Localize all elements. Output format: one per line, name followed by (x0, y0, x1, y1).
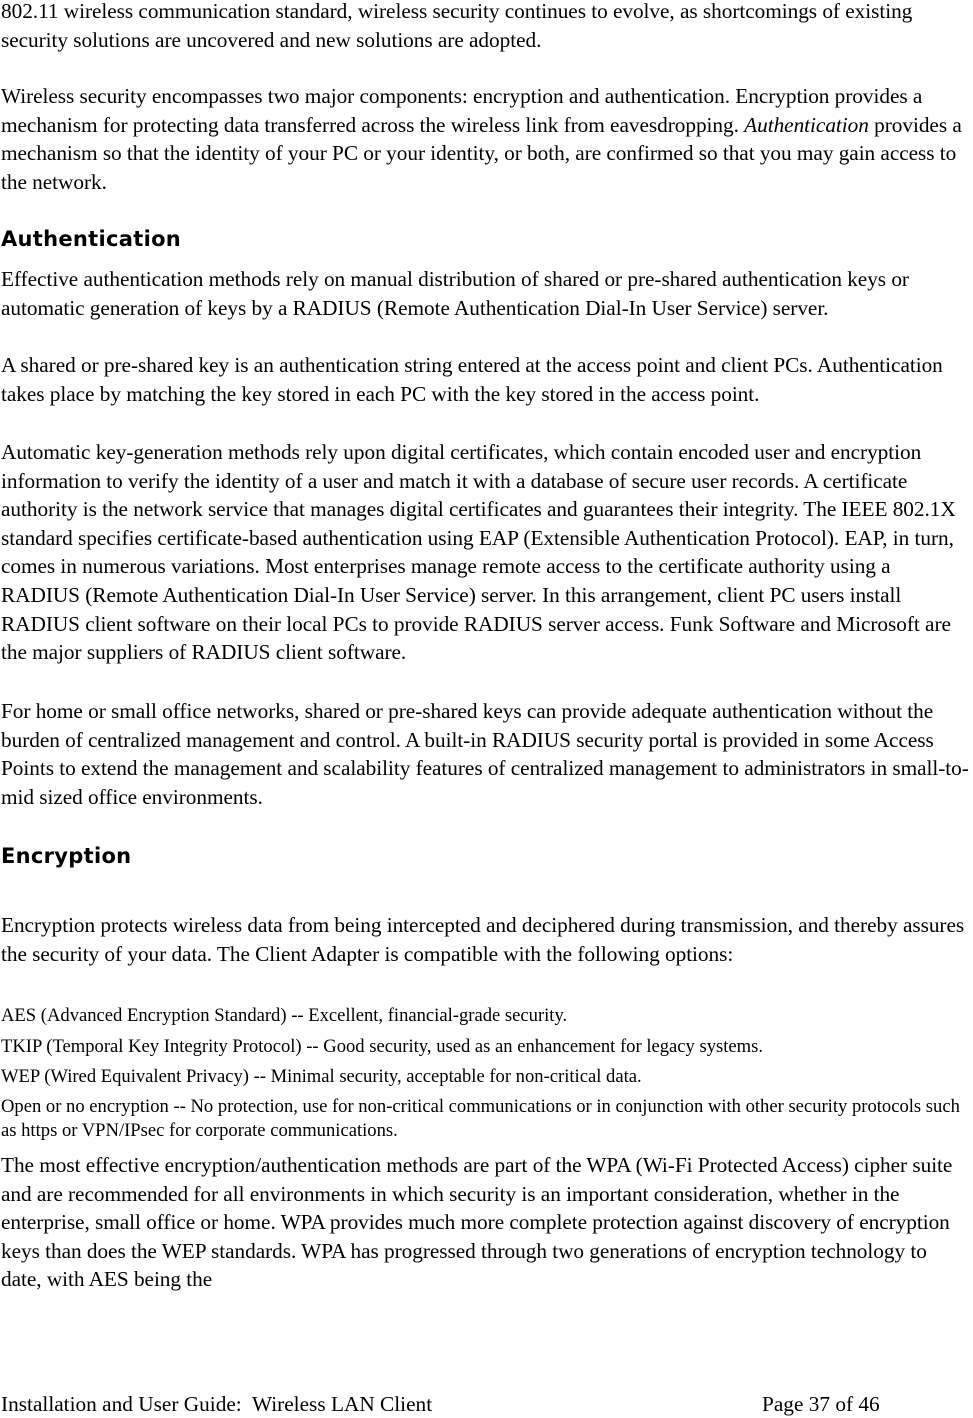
authentication-paragraph-2: A shared or pre-shared key is an authentication string entered at the access point and client PCs. Authentication takes place by matching the key stored in each PC with the key stored in the access point. (1, 353, 943, 406)
encryption-option-aes: AES (Advanced Encryption Standard) -- Excellent, financial-grade security. (1, 1005, 568, 1026)
authentication-paragraph-4: For home or small office networks, shared or pre-shared keys can provide adequate authentication without the burden of centralized management and control. A built-in RADIUS security portal is provided in some Access Points to extend the management and scalability features of centralized management to administrators in small-to-mid sized office environments. (1, 699, 969, 809)
intro-paragraph-1: 802.11 wireless communication standard, wireless security continues to evolve, as shortcomings of existing security solutions are uncovered and new solutions are adopted. (1, 0, 913, 52)
encryption-heading: Encryption (1, 844, 132, 868)
encryption-option-tkip: TKIP (Temporal Key Integrity Protocol) -- Good security, used as an enhancement for legacy systems. (1, 1036, 764, 1057)
authentication-heading: Authentication (1, 227, 182, 251)
intro-p2-text-before: Wireless security encompasses two major components: encryption and authentication. Encryption provides a mechanism for protecting data transferred across the wireless link from eavesdropping. (1, 84, 923, 137)
intro-paragraph-2 (1, 82, 971, 196)
intro-p2-text-after: provides a mechanism so that the identity of your PC or your identity, or both, are confirmed so that you may gain access to the network. (1, 112, 962, 194)
encryption-paragraph-2: The most effective encryption/authentication methods are part of the WPA (Wi-Fi Protected Access) cipher suite and are recommended for all environments in which security is an important consideration, whether in the enterprise, small office or home. WPA provides much more complete protection against discovery of encryption keys than does the WEP standards. WPA has progressed through two generations of encryption technology to date, with AES being the (1, 1153, 953, 1292)
authentication-paragraph-1: Effective authentication methods rely on manual distribution of shared or pre-shared authentication keys or automatic generation of keys by a RADIUS (Remote Authentication Dial-In User Service) server. (1, 267, 909, 320)
footer-guide-title: Installation and User Guide: Wireless LAN Client (1, 1392, 433, 1416)
authentication-paragraph-3: Automatic key-generation methods rely upon digital certificates, which contain encoded user and encryption information to verify the identity of a user and match it with a database of secure user records. A certificate authority is the network service that manages digital certificates and guarantees their integrity. The IEEE 802.1X standard specifies certificate-based authentication using EAP (Extensible Authentication Protocol). EAP, in turn, comes in numerous variations. Most enterprises manage remote access to the certificate authority using a RADIUS (Remote Authentication Dial-In User Service) server. In this arrangement, client PC users install RADIUS client software on their local PCs to provide RADIUS server access. Funk Software and Microsoft are the major suppliers of RADIUS client software. (1, 440, 956, 665)
encryption-option-wep: WEP (Wired Equivalent Privacy) -- Minimal security, acceptable for non-critical data. (1, 1066, 642, 1087)
encryption-option-open: Open or no encryption -- No protection, use for non-critical communications or in conjunction with other security protocols such as https or VPN/IPsec for corporate communications. (1, 1096, 960, 1141)
encryption-paragraph-1: Encryption protects wireless data from being intercepted and deciphered during transmission, and thereby assures the security of your data. The Client Adapter is compatible with the following options: (1, 913, 965, 966)
footer-page-number: Page 37 of 46 (762, 1392, 880, 1416)
authentication-emphasis: Authentication (744, 112, 869, 137)
